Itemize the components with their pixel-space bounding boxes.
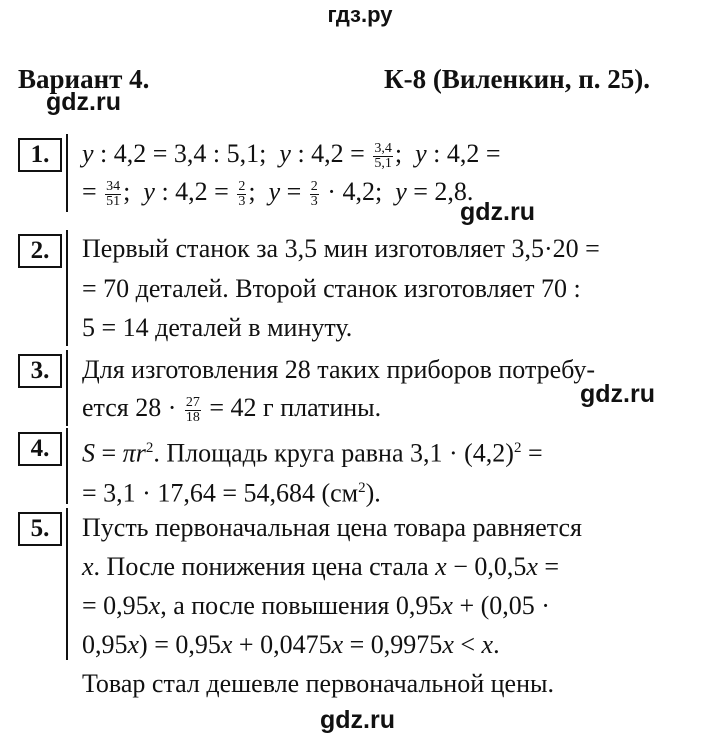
divider <box>66 428 68 504</box>
work-title: К-8 (Виленкин, п. 25). <box>384 64 651 94</box>
problem-1-line-1: y : 4,2 = 3,4 : 5,1; y : 4,2 = $\frac{3,4}{5,1}$ ; y : 4,2 = <box>82 139 501 171</box>
problem-number: 2. <box>18 234 62 268</box>
watermark: gdz.ru <box>580 380 655 408</box>
divider <box>66 134 68 212</box>
divider <box>66 508 68 660</box>
problem-5-line-3: = 0,95x, а после повышения 0,95x + (0,05 · <box>82 591 550 620</box>
problem-2-line: = 70 деталей. Второй станок изготовляет 70 : <box>82 274 581 303</box>
divider <box>66 230 68 346</box>
problem-3-line: Для изготовления 28 таких приборов потребу- <box>82 355 596 384</box>
problem-2-line: 5 = 14 деталей в минуту. <box>82 313 353 342</box>
problem-number: 5. <box>18 512 62 546</box>
problem-2-line: Первый станок за 3,5 мин изготовляет 3,5·20 = <box>82 234 600 263</box>
problem-4-line-1: $S = \pi r^2$. Площадь круга равна $3,1 \cdot (4,2)^2$ = <box>82 438 543 468</box>
watermark: gdz.ru <box>460 198 535 226</box>
problem-5-line: Пусть первоначальная цена товара равняется <box>82 513 582 542</box>
problem-4-line-2: = 3,1 · 17,64 = 54,684 $(см^2)$. <box>82 478 381 508</box>
problem-5-line-2: x. После понижения цена стала x − 0,0,5x = <box>82 552 560 581</box>
problem-number: 1. <box>18 138 62 172</box>
problem-5-line: Товар стал дешевле первоначальной цены. <box>82 669 554 698</box>
watermark: gdz.ru <box>46 88 121 116</box>
problem-1-line-2: = $\frac{34}{51}$ ; y : 4,2 = $\frac{2}{3}$ ; y = $\frac{2}{3}$ · 4,2; y = 2,8. <box>82 177 474 209</box>
problem-number: 4. <box>18 432 62 466</box>
problem-number: 3. <box>18 354 62 388</box>
watermark: gdz.ru <box>320 706 395 734</box>
site-header: гдз.ру <box>327 2 393 27</box>
variant-title: Вариант 4. <box>18 64 150 94</box>
problem-5-line-4: 0,95x) = 0,95x + 0,0475x = 0,9975x < x. <box>82 630 500 659</box>
problem-3-line-2: ется 28 · $\frac{27}{18}$ = 42 г платины. <box>82 393 382 425</box>
divider <box>66 350 68 426</box>
